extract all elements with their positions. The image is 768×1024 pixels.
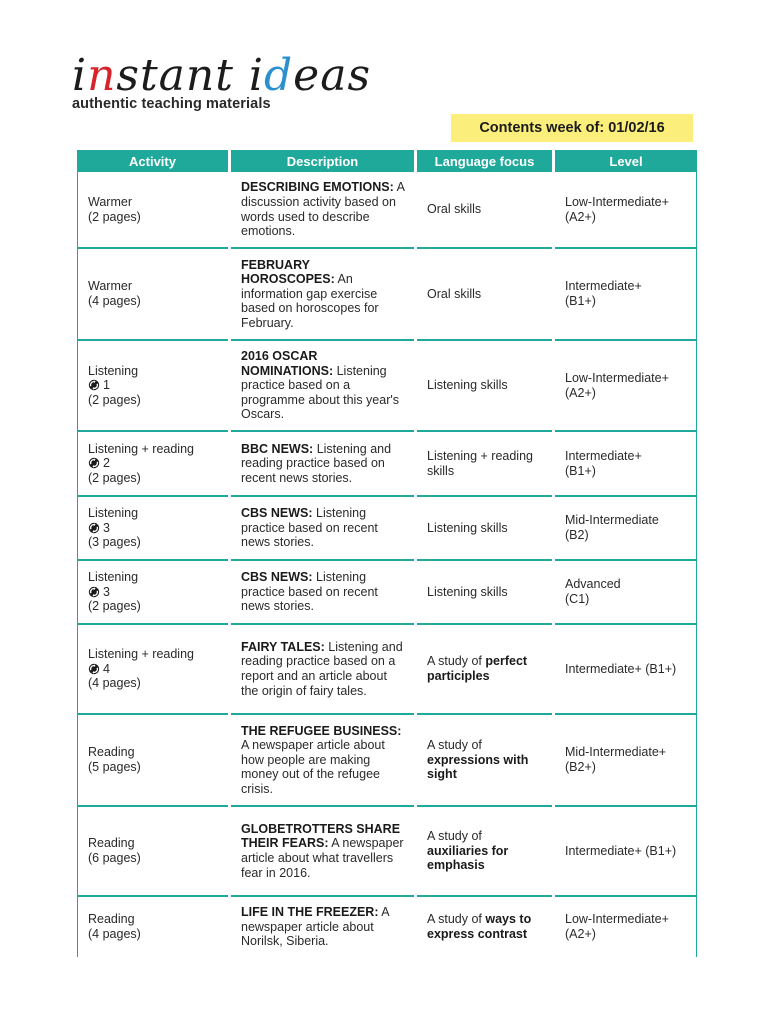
track-number: 3 — [103, 584, 110, 599]
table-row — [77, 897, 697, 957]
level-cell — [555, 807, 697, 897]
brand-logo — [72, 52, 371, 112]
level-text: Low-Intermediate+ — [565, 370, 669, 385]
page-count: (6 pages) — [88, 851, 141, 865]
header-description: Description — [231, 150, 414, 172]
header-level: Level — [555, 150, 697, 172]
table-row — [77, 432, 697, 497]
page-count: (3 pages) — [88, 535, 141, 550]
description-text: Listening practice based on a programme about this year's Oscars. — [241, 363, 400, 422]
level-code: (B1+) — [565, 463, 596, 478]
activity-cell — [77, 432, 228, 497]
language-focus-cell — [417, 625, 552, 715]
description-cell — [231, 625, 414, 715]
activity-cell — [77, 807, 228, 897]
header-language-focus: Language focus — [417, 150, 552, 172]
contents-week-label: Contents week of: 01/02/16 — [451, 114, 693, 142]
logo-text-2: stant i — [116, 50, 264, 101]
logo-wordmark — [72, 52, 371, 100]
table-row — [77, 625, 697, 715]
description-cell — [231, 561, 414, 625]
activity-cell — [77, 625, 228, 715]
language-focus-cell — [417, 715, 552, 807]
focus-topic: perfect participles — [427, 654, 528, 683]
activity-cell — [77, 249, 228, 341]
language-focus-cell — [417, 341, 552, 432]
activity-type: Warmer — [88, 279, 132, 294]
language-focus-cell — [417, 497, 552, 561]
page-count: (4 pages) — [88, 927, 141, 941]
description-text: Listening practice based on recent news stories. — [241, 506, 378, 550]
description-text: A newspaper article about Norilsk, Siberia. — [241, 905, 389, 949]
page-count: (2 pages) — [88, 599, 141, 614]
table-header-row — [77, 150, 697, 172]
activity-type: Reading — [88, 745, 135, 760]
description-cell — [231, 807, 414, 897]
track-number: 4 — [103, 661, 110, 676]
description-text: A newspaper article about what travellers fear in 2016. — [241, 836, 404, 880]
focus-text: A study of — [427, 654, 486, 669]
level-cell — [555, 715, 697, 807]
logo-text-1: i — [72, 50, 88, 101]
table-row — [77, 715, 697, 807]
description-title: BBC NEWS: — [241, 441, 314, 456]
level-text: Mid-Intermediate — [565, 513, 659, 528]
activity-cell — [77, 897, 228, 957]
level-code: (A2+) — [565, 209, 596, 224]
logo-red-letter: n — [87, 50, 117, 101]
activity-cell — [77, 172, 228, 249]
page-count: (4 pages) — [88, 294, 141, 308]
language-focus-cell — [417, 561, 552, 625]
table-row — [77, 807, 697, 897]
activity-type: Listening — [88, 570, 139, 585]
focus-text: Oral skills — [427, 202, 482, 217]
level-cell — [555, 625, 697, 715]
level-text: Intermediate+ — [565, 448, 642, 463]
focus-topic: auxiliaries for emphasis — [427, 843, 509, 873]
level-cell — [555, 341, 697, 432]
description-cell — [231, 341, 414, 432]
track-number: 1 — [103, 378, 110, 393]
description-cell — [231, 432, 414, 497]
description-title: 2016 OSCAR NOMINATIONS: — [241, 349, 334, 378]
track-number: 2 — [103, 456, 110, 471]
focus-topic: expressions with sight — [427, 752, 529, 782]
focus-topic: ways to express contrast — [427, 912, 532, 941]
level-code: (B1+) — [565, 294, 596, 308]
table-row — [77, 172, 697, 249]
audio-track-icon — [88, 586, 100, 598]
level-text: Advanced — [565, 577, 621, 592]
description-cell — [231, 172, 414, 249]
activity-cell — [77, 497, 228, 561]
level-code: (C1) — [565, 592, 590, 606]
level-code: (B2) — [565, 528, 589, 542]
table-row — [77, 249, 697, 341]
description-title: CBS NEWS: — [241, 506, 313, 521]
level-cell — [555, 172, 697, 249]
activity-type: Listening — [88, 363, 139, 378]
language-focus-cell — [417, 807, 552, 897]
description-title: DESCRIBING EMOTIONS: — [241, 180, 394, 195]
description-title: CBS NEWS: — [241, 570, 313, 585]
description-cell — [231, 897, 414, 957]
audio-track-icon — [88, 379, 100, 391]
activity-type: Listening — [88, 506, 139, 521]
language-focus-cell — [417, 897, 552, 957]
table-body — [77, 172, 697, 957]
focus-text: Listening skills — [427, 584, 508, 599]
description-text: A newspaper article about how people are making money out of the refugee crisis. — [241, 738, 385, 796]
activity-type: Reading — [88, 912, 135, 927]
table-row — [77, 561, 697, 625]
description-title: LIFE IN THE FREEZER: — [241, 905, 379, 920]
level-text: Low-Intermediate+ — [565, 194, 669, 209]
audio-track-icon — [88, 663, 100, 675]
page-count: (4 pages) — [88, 676, 141, 691]
activity-cell — [77, 341, 228, 432]
header-activity: Activity — [77, 150, 228, 172]
focus-text: A study of — [427, 912, 486, 927]
level-cell — [555, 561, 697, 625]
level-code: (A2+) — [565, 385, 596, 400]
table-row — [77, 341, 697, 432]
level-cell — [555, 897, 697, 957]
audio-track-icon — [88, 457, 100, 469]
description-text: A discussion activity based on words used to describe emotions. — [241, 180, 405, 239]
focus-text: Oral skills — [427, 286, 482, 301]
activity-type: Listening + reading — [88, 647, 194, 662]
level-code: (B2+) — [565, 760, 596, 774]
description-title: FEBRUARY HOROSCOPES: — [241, 257, 335, 287]
table-row — [77, 497, 697, 561]
level-cell — [555, 249, 697, 341]
track-number: 3 — [103, 520, 110, 535]
audio-track-icon — [88, 522, 100, 534]
activity-type: Warmer — [88, 194, 132, 209]
contents-table — [74, 150, 700, 957]
page-count: (2 pages) — [88, 392, 141, 407]
description-title: GLOBETROTTERS SHARE THEIR FEARS: — [241, 821, 401, 851]
description-text: Listening and reading practice based on recent news stories. — [241, 441, 392, 485]
description-cell — [231, 497, 414, 561]
focus-text: A study of — [427, 738, 482, 753]
language-focus-cell — [417, 249, 552, 341]
logo-text-3: eas — [293, 50, 372, 101]
activity-type: Listening + reading — [88, 441, 194, 456]
level-text: Intermediate+ — [565, 279, 642, 294]
focus-text: Listening + reading skills — [427, 448, 533, 478]
description-text: Listening practice based on recent news stories. — [241, 570, 378, 614]
page-count: (2 pages) — [88, 209, 141, 224]
activity-cell — [77, 561, 228, 625]
description-cell — [231, 249, 414, 341]
logo-blue-letter: d — [264, 50, 294, 101]
language-focus-cell — [417, 172, 552, 249]
description-cell — [231, 715, 414, 807]
focus-text: Listening skills — [427, 520, 508, 535]
activity-cell — [77, 715, 228, 807]
level-cell — [555, 497, 697, 561]
description-text: Listening and reading practice based on a report and an article about the origin of fairy tales. — [241, 639, 403, 698]
language-focus-cell — [417, 432, 552, 497]
level-text: Mid-Intermediate+ — [565, 745, 667, 760]
description-title: THE REFUGEE BUSINESS: — [241, 723, 402, 738]
description-text: An information gap exercise based on horoscopes for February. — [241, 272, 379, 330]
level-cell — [555, 432, 697, 497]
level-text: Low-Intermediate+ — [565, 912, 669, 927]
activity-type: Reading — [88, 836, 135, 851]
focus-text: Listening skills — [427, 378, 508, 393]
description-title: FAIRY TALES: — [241, 639, 325, 654]
focus-text: A study of — [427, 829, 482, 844]
level-text: Intermediate+ (B1+) — [565, 661, 677, 676]
page-count: (5 pages) — [88, 760, 141, 774]
logo-tagline: authentic teaching materials — [72, 96, 271, 112]
level-text: Intermediate+ (B1+) — [565, 843, 677, 858]
page-count: (2 pages) — [88, 470, 141, 485]
level-code: (A2+) — [565, 927, 596, 941]
